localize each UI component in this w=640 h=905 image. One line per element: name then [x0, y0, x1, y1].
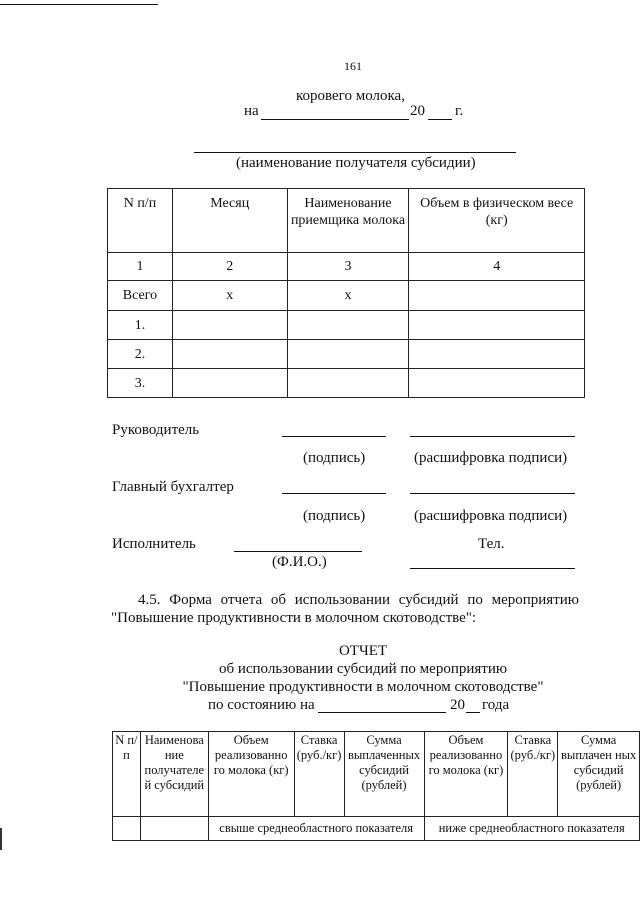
page-number: 161 [344, 59, 362, 73]
t1-cell: 2. [108, 340, 173, 369]
report-date-blank [318, 712, 446, 713]
t1-cell: х [287, 281, 409, 311]
t1-cell [172, 340, 287, 369]
recipient-caption: (наименование получателя субсидии) [236, 155, 476, 171]
t2-empty-cell [140, 817, 208, 841]
t2-header-volume-above: Объем реализованно го молока (кг) [208, 732, 294, 817]
t1-cell [409, 281, 585, 311]
section-paragraph-line2: "Повышение продуктивности в молочном скотоводстве": [111, 610, 477, 626]
table1-colnum-row [108, 253, 585, 281]
head-sign-blank [282, 436, 386, 437]
header-line1: коровего молока, [296, 88, 405, 104]
t1-cell: х [172, 281, 287, 311]
t2-header-num: N п/п [113, 732, 141, 817]
table-row [108, 340, 585, 369]
executor-label: Исполнитель [112, 536, 196, 552]
table-row [108, 369, 585, 398]
t1-header-month: Месяц [172, 189, 287, 253]
t1-colnum: 1 [108, 253, 173, 281]
t1-header-volume: Объем в физическом весе (кг) [409, 189, 585, 253]
t2-group-above: свыше среднеобластного показателя [208, 817, 424, 841]
fio-caption: (Ф.И.О.) [272, 554, 327, 570]
accountant-sign-caption: (подпись) [303, 508, 366, 524]
t1-colnum: 3 [287, 253, 409, 281]
t1-header-receiver: Наименование приемщика молока [287, 189, 409, 253]
t1-cell [287, 369, 409, 398]
section-paragraph-line1: 4.5. Форма отчета об использовании субсидий по мероприятию [138, 592, 579, 608]
t1-cell [409, 340, 585, 369]
t1-cell: Всего [108, 281, 173, 311]
t1-cell [172, 311, 287, 340]
report-year-blank [466, 712, 480, 713]
t2-group-below: ниже среднеобластного показателя [424, 817, 640, 841]
table2-header-row [113, 732, 640, 817]
t1-cell: 1. [108, 311, 173, 340]
executor-fio-blank [234, 551, 362, 552]
t2-header-sum-above: Сумма выплаченных субсидий (рублей) [344, 732, 424, 817]
header-date-blank [261, 119, 409, 120]
report-title: ОТЧЕТ [338, 643, 388, 659]
t1-colnum: 2 [172, 253, 287, 281]
t1-cell: 3. [108, 369, 173, 398]
report-date-prefix: по состоянию на [208, 697, 315, 713]
phone-blank [410, 568, 575, 569]
t2-header-recipient: Наименова ние получателе й субсидий [140, 732, 208, 817]
phone-label: Тел. [478, 536, 505, 552]
head-decode-caption: (расшифровка подписи) [414, 450, 568, 466]
accountant-decode-caption: (расшифровка подписи) [414, 508, 568, 524]
table2-group-row [113, 817, 640, 841]
recipient-blank [194, 152, 516, 153]
accountant-label: Главный бухгалтер [112, 479, 234, 495]
report-program: "Повышение продуктивности в молочном скотоводстве" [182, 679, 544, 695]
t2-header-rate-below: Ставка (руб./кг) [508, 732, 558, 817]
table-row [108, 311, 585, 340]
margin-mark [0, 828, 2, 850]
t2-header-sum-below: Сумма выплачен ных субсидий (рублей) [558, 732, 640, 817]
header-year-suffix: г. [455, 103, 464, 119]
head-decode-blank [410, 436, 575, 437]
table1-header-row [108, 189, 585, 253]
t2-empty-cell [113, 817, 141, 841]
t1-header-num: N п/п [108, 189, 173, 253]
report-subtitle: об использовании субсидий по мероприятию [218, 661, 508, 677]
accountant-sign-blank [282, 493, 386, 494]
t1-colnum: 4 [409, 253, 585, 281]
t1-cell [409, 369, 585, 398]
t2-header-rate-above: Ставка (руб./кг) [294, 732, 344, 817]
head-label: Руководитель [112, 422, 200, 438]
header-date-prefix: на [244, 103, 259, 119]
header-year-prefix: 20 [410, 103, 425, 119]
subsidy-report-table [112, 731, 640, 841]
accountant-decode-blank [410, 493, 575, 494]
t1-cell [172, 369, 287, 398]
header-year-blank [428, 119, 452, 120]
milk-volume-table [107, 188, 585, 398]
t1-cell [409, 311, 585, 340]
table-row [108, 281, 585, 311]
t2-header-volume-below: Объем реализованно го молока (кг) [424, 732, 508, 817]
t1-cell [287, 311, 409, 340]
t1-cell [287, 340, 409, 369]
report-year-suffix: года [482, 697, 510, 713]
top-rule [0, 4, 158, 5]
report-year-prefix: 20 [450, 697, 465, 713]
head-sign-caption: (подпись) [303, 450, 366, 466]
